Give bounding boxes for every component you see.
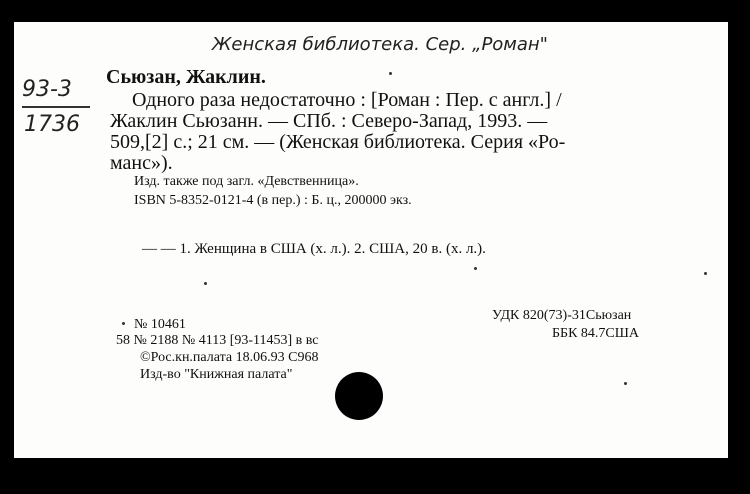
dust-speck xyxy=(122,322,125,325)
bbk-code: ББК 84.7США xyxy=(552,326,639,341)
dust-speck xyxy=(704,272,707,275)
card-punch-hole xyxy=(335,372,383,420)
handwritten-call-number-top: 93-3 xyxy=(22,77,72,102)
footer-left-line-2: 58 № 2188 № 4113 [93-11453] в вс xyxy=(116,333,319,348)
dust-speck xyxy=(474,267,477,270)
dust-speck xyxy=(624,382,627,385)
footer-left-line-4: Изд-во "Книжная палата" xyxy=(140,367,293,382)
entry-line-4: манс»). xyxy=(110,152,173,174)
handwritten-series-note: Женская библиотека. Сер. „Роман" xyxy=(212,34,548,55)
dust-speck xyxy=(389,72,392,75)
handwritten-call-number-bottom: 1736 xyxy=(24,112,80,137)
call-number-divider xyxy=(22,106,90,108)
note-line-1: Изд. также под загл. «Девственница». xyxy=(134,174,359,189)
footer-left-line-3: ©Рос.кн.палата 18.06.93 С968 xyxy=(140,350,319,365)
subject-headings: — — 1. Женщина в США (х. л.). 2. США, 20 в. (х. л.). xyxy=(142,241,486,257)
note-line-2: ISBN 5-8352-0121-4 (в пер.) : Б. ц., 200000 экз. xyxy=(134,193,412,208)
footer-left-line-1: № 10461 xyxy=(134,317,186,332)
entry-heading: Сьюзан, Жаклин. xyxy=(106,66,266,88)
udc-code: УДК 820(73)-31Сьюзан xyxy=(492,308,632,323)
dust-speck xyxy=(204,282,207,285)
entry-line-1: Одного раза недостаточно : [Роман : Пер. с англ.] / xyxy=(132,89,562,111)
entry-line-3: 509,[2] с.; 21 см. — (Женская библиотека. Серия «Ро- xyxy=(110,131,566,153)
entry-line-2: Жаклин Сьюзанн. — СПб. : Северо-Запад, 1993. — xyxy=(110,110,548,132)
